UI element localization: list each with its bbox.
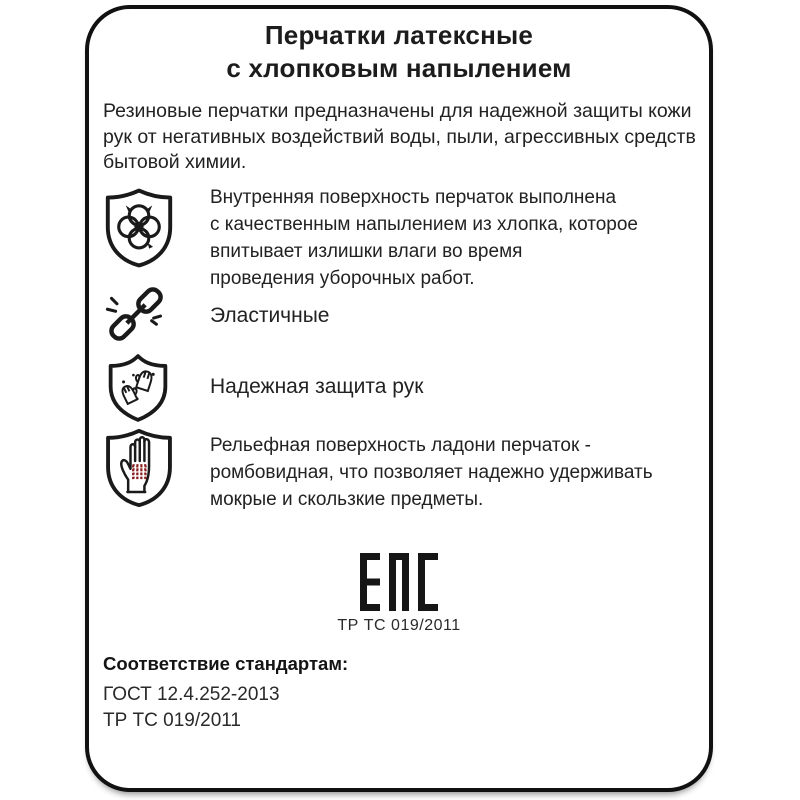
- eac-mark-wrap: [89, 553, 709, 616]
- eac-logo-icon: [360, 553, 438, 611]
- title-line: с хлопковым напылением: [226, 53, 572, 83]
- feature-line: Рельефная поверхность ладони перчаток -: [210, 435, 591, 456]
- feature-line: Надежная защита рук: [210, 375, 424, 398]
- standards-block: [103, 653, 348, 733]
- eac-regulation-label: ТР ТС 019/2011: [337, 617, 461, 634]
- standards-item: ТР ТС 019/2011: [103, 709, 242, 731]
- feature-line: Эластичные: [210, 304, 330, 327]
- standards-item: ГОСТ 12.4.252-2013: [103, 684, 280, 705]
- standards-heading: Соответствие стандартам:: [103, 653, 349, 674]
- feature-text-protection: [210, 373, 423, 400]
- chain-links-icon: [102, 282, 170, 346]
- feature-line: с качественным напылением из хлопка, которое: [210, 214, 638, 235]
- shield-gloves-icon: [100, 352, 176, 424]
- feature-text-elastic: [210, 302, 330, 329]
- intro-paragraph: [103, 99, 696, 176]
- page-title: [89, 19, 709, 85]
- shield-hand-grip-icon: [100, 427, 178, 509]
- feature-text-grip: [210, 432, 653, 513]
- title-line: Перчатки латексные: [264, 20, 534, 50]
- feature-text-cotton: [210, 184, 638, 292]
- feature-line: проведения уборочных работ.: [210, 268, 475, 289]
- intro-line: рук от негативных воздействий воды, пыли, агрессивных средств: [103, 125, 696, 148]
- feature-line: Внутренняя поверхность перчаток выполнена: [210, 187, 617, 208]
- intro-line: бытовой химии.: [103, 151, 247, 173]
- product-info-card: [85, 5, 713, 792]
- feature-line: мокрые и скользкие предметы.: [210, 489, 484, 510]
- feature-line: впитывает излишки влаги во время: [210, 241, 523, 262]
- feature-line: ромбовидная, что позволяет надежно удерживать: [210, 462, 653, 483]
- shield-cotton-icon: [100, 186, 178, 270]
- intro-line: Резиновые перчатки предназначены для надежной защиты кожи: [103, 100, 692, 122]
